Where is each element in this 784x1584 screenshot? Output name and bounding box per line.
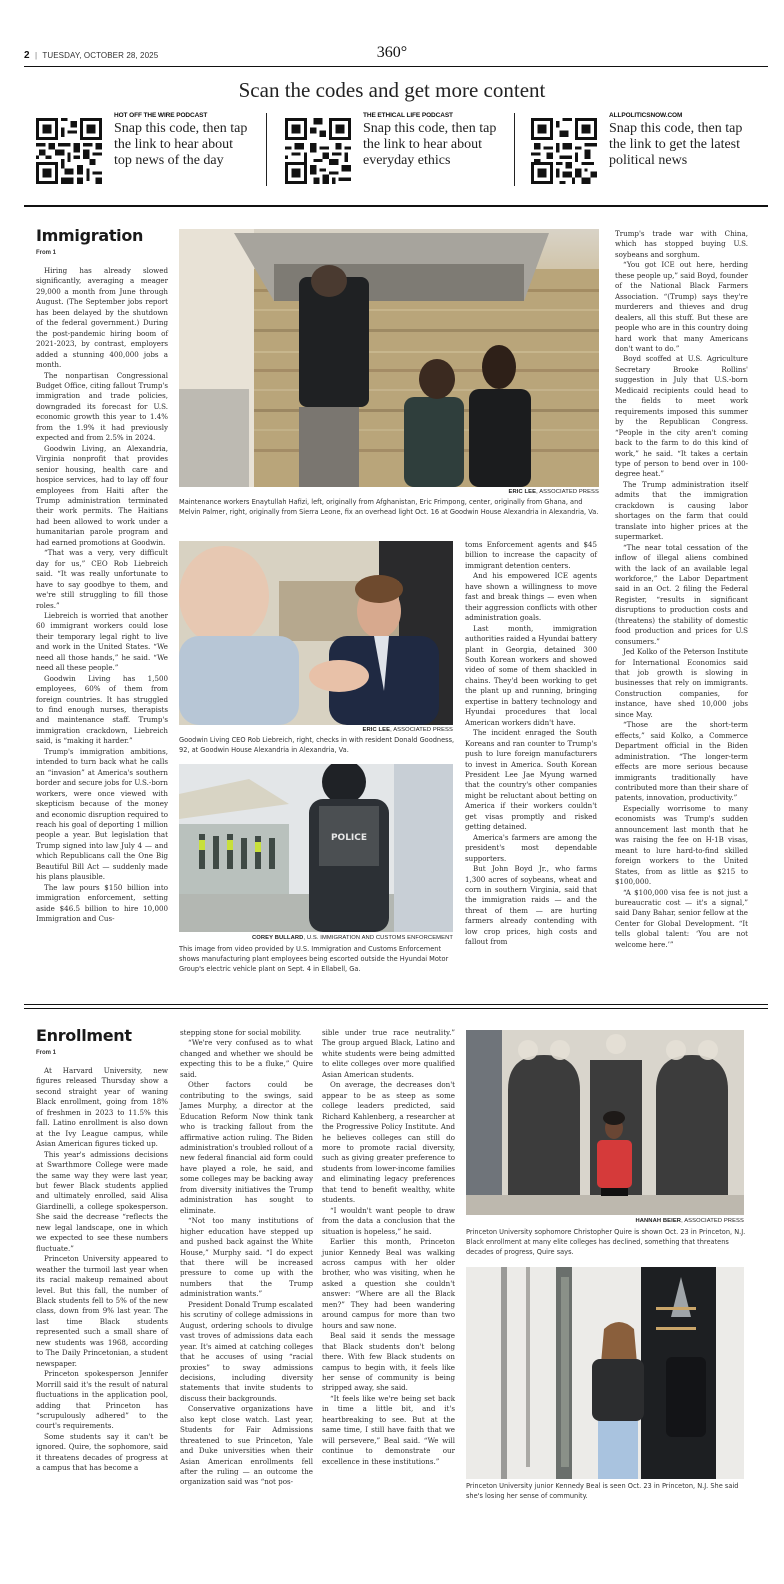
paragraph: Especially worrisome to many economists was Trump's sudden announcement last month that he was raising the fee on H-1B visas, meant to lure hard-to-find skilled foreign workers to the United States, from as little as $215 to $100,000. [615, 803, 748, 887]
section-rule [24, 205, 768, 207]
promo-kicker: THE ETHICAL LIFE PODCAST [363, 112, 453, 119]
promo-text: Snap this code, then tap the link to hear about everyday ethics [363, 121, 497, 168]
promo-text: Snap this code, then tap the link to get the latest political news [609, 121, 743, 168]
paragraph: “Not too many institutions of higher education have stepped up and pushed back against the White House,” Murphy said. “I do expect that there will be increased pressure to come up with the numbers that the Trump administration wants.” [180, 1216, 313, 1299]
enrollment-column-3 [322, 1028, 455, 1467]
paragraph: “That was a very, very difficult day for us,” CEO Rob Liebreich said. “It was really unfortunate to have to say goodbye to them, and we're still struggling to fill those roles.” [36, 548, 168, 610]
paragraph: The law pours $150 billion into immigration enforcement, setting aside $46.5 billion to hire 10,000 Immigration and Cus- [36, 882, 168, 924]
section-name: 360° [376, 44, 408, 61]
photo-agency: , ASSOCIATED PRESS [390, 727, 453, 733]
immigration-column-4 [615, 229, 748, 950]
photo-illustration [179, 541, 453, 725]
photographer-name: COREY BULLARD [252, 935, 304, 941]
immigration-column-1 [36, 266, 168, 925]
paragraph: Hiring has already slowed significantly, averaging a meager 29,000 a month from June through August. (The September jobs report has been delayed by the shutdown of the federal government.) During the post-pandemic hiring boom of 2021-2023, by contrast, employers added a stunning 400,000 jobs a month. [36, 266, 168, 370]
story-headline-immigration: Immigration [36, 226, 144, 245]
immigration-column-3 [465, 540, 597, 948]
photo-kennedy-beal [466, 1267, 744, 1479]
photo-credit [466, 1218, 744, 1224]
jump-line[interactable]: From 1 [36, 250, 57, 256]
paragraph: “You got ICE out here, herding these people up,” said Boyd, founder of the National Black Farmers Association. “(Trump) says they're murderers and thieves and drug dealers, all this stuff. But these are people who are in this country doing hard work that many Americans don't want to do.” [615, 260, 748, 353]
police-vest-text: POLICE [330, 833, 368, 843]
promo-kicker: HOT OFF THE WIRE PODCAST [114, 112, 208, 119]
photo-agency: , ASSOCIATED PRESS [681, 1218, 744, 1224]
paragraph: Trump's trade war with China, which has stopped buying U.S. soybeans and sorghum. [615, 229, 748, 259]
paragraph: President Donald Trump escalated his scrutiny of college admissions in August, ordering schools to divulge vast troves of admissions data each year. It's aimed at catching colleges that he accuses of using “racial proxies” to sway admissions decisions, including diversity statements that invite students to discuss their backgrounds. [180, 1299, 313, 1403]
enrollment-column-1 [36, 1066, 168, 1474]
promo-title: Scan the codes and get more content [238, 78, 546, 102]
paragraph: America's farmers are among the president's most dependable supporters. [465, 832, 597, 863]
paragraph: Conservative organizations have also kept close watch. Last year, Students for Fair Admissions threatened to sue Princeton, Yale and Duke universities when their Asian American enrollments fell after the ruling — an outcome the organization said was “not pos- [180, 1404, 313, 1487]
paragraph: sible under true race neutrality.” The group argued Black, Latino and white students were being admitted to elite colleges over more qualified Asian American students. [322, 1028, 455, 1079]
paragraph: Goodwin Living has 1,500 employees, 60% of them from foreign countries. It has struggled to find enough nurses, therapists and maintenance staff. Trump's immigration crackdown, Liebreich said, is “making it harder.” [36, 673, 168, 746]
photo-agency: , ASSOCIATED PRESS [536, 489, 599, 495]
paragraph: Earlier this month, Princeton junior Kennedy Beal was walking across campus with her older brother, who was visiting, when he asked a question she couldn't answer: “Where are all the Black men?” They had been wandering around campus for more than two hours and saw none. [322, 1237, 455, 1330]
paragraph: Other factors could be contributing to the swings, said James Murphy, a director at the Education Reform Now think tank who is tracking fallout from the affirmative action ruling. The Biden administration's troubled rollout of a new federal financial aid form could have played a role, he said, and some colleges may be backing away from diversity initiatives the Trump administration has sought to eliminate. [180, 1080, 313, 1215]
paragraph: “We're very confused as to what changed and whether we should be expecting this to be a fluke,” Quire said. [180, 1038, 313, 1079]
paragraph: The incident enraged the South Koreans and ran counter to Trump's push to lure foreign manufacturers to invest in America. South Korean President Lee Jae Myung warned that the country's other companies might be reluctant about betting on America if their workers couldn't get visas promptly and risked getting detained. [465, 728, 597, 832]
paragraph: This year's admissions decisions at Swarthmore College were made the same way they were last year, but fewer Black students applied and ultimately enrolled, said Alisa Giardinelli, a college spokesperson. She said the decrease “reflects the new legal landscape, one in which we expected to see these numbers fluctuate.” [36, 1149, 168, 1253]
photo-maintenance-workers [179, 229, 599, 487]
story-headline-enrollment: Enrollment [36, 1026, 132, 1045]
paragraph: “I wouldn't want people to draw from the data a conclusion that the situation is hopeless,” he said. [322, 1205, 455, 1236]
promo-divider [514, 113, 515, 186]
qr-code-icon[interactable] [36, 118, 102, 184]
promo-item-podcast-wire[interactable] [36, 112, 266, 187]
paragraph: On average, the decreases don't appear to be as steep as some college leaders predicted, said Richard Kahlenberg, a researcher at the Progressive Policy Institute. And he believes colleges can still do more to promote racial diversity, such as giving greater preference to students from lower-income families and eliminating legacy preferences that tend to benefit wealthy, white students. [322, 1080, 455, 1205]
paragraph: Goodwin Living, an Alexandria, Virginia nonprofit that provides senior housing, health care and hospice services, had to lay off four employees from Haiti after the Trump administration terminated their work permits. The Haitians had been allowed to work under a humanitarian parole program and had earned promotions at Goodwin. [36, 443, 168, 547]
photo-ceo-resident [179, 541, 453, 725]
paragraph: Boyd scoffed at U.S. Agriculture Secretary Brooke Rollins' suggestion in July that U.S.-born Medicaid recipients could head to the fields to meet work requirements imposed this summer by the Republican Congress. “People in the city aren't coming back to the farm to do this kind of work,” he said. “It takes a certain type of person to bend over in 100-degree heat.” [615, 354, 748, 479]
photo-caption: Princeton University sophomore Christopher Quire is shown Oct. 23 in Princeton, N.J. Black enrollment at many elite colleges has declined, something that threatens decades of progress, Quire says. [466, 1228, 746, 1256]
paragraph: stepping stone for social mobility. [180, 1028, 302, 1037]
folio-separator: | [35, 51, 38, 60]
promo-item-allpoliticsnow[interactable] [531, 112, 761, 187]
page-number: 2 [24, 50, 30, 61]
paragraph: And his empowered ICE agents have shown a willingness to move fast and break things — even when their aggression conflicts with other administration goals. [465, 571, 597, 623]
paragraph: Princeton spokesperson Jennifer Morrill said it's the result of natural fluctuations in the application pool, adding that Princeton has “scrupulously adhered” to the court's requirements. [36, 1369, 168, 1431]
photo-credit [179, 727, 453, 733]
paragraph: Jed Kolko of the Peterson Institute for International Economics said that job growth is slowing in businesses that rely on immigrants. Construction companies, for instance, have shed 10,000 jobs since May. [615, 647, 748, 719]
promo-item-podcast-ethics[interactable] [285, 112, 515, 187]
paragraph: “It feels like we're being set back in time a little bit, and it's heartbreaking to see. But at the same time, I still have faith that we will persevere,” Beal said. “We will continue to demonstrate our excellence in these institutions.” [322, 1393, 455, 1466]
photo-ice-escort [179, 764, 453, 932]
jump-line[interactable]: From 1 [36, 1050, 57, 1056]
qr-code-icon[interactable] [285, 118, 351, 184]
paragraph: The Trump administration itself admits that the immigration crackdown is causing labor shortages on the farm that could translate into higher prices at the supermarket. [615, 479, 748, 542]
page-date: TUESDAY, OCTOBER 28, 2025 [42, 51, 159, 60]
photo-illustration [466, 1030, 744, 1215]
photographer-name: HANNAH BEIER [635, 1218, 682, 1224]
photographer-name: ERIC LEE [362, 727, 391, 733]
photo-caption: Maintenance workers Enaytullah Hafizi, left, originally from Afghanistan, Eric Frimpong, center, originally from Ghana, and Melvin Palmer, right, originally from Sierra Leone, fix an overhead light Oct. 16 at Goodwin House Alexandria in Alexandria, Va. [179, 498, 599, 516]
paragraph: toms Enforcement agents and $45 billion to increase the capacity of immigrant detention centers. [465, 540, 597, 570]
photo-caption: Princeton University junior Kennedy Beal is seen Oct. 23 in Princeton, N.J. She said she's losing her sense of community. [466, 1482, 739, 1500]
paragraph: Trump's immigration ambitions, intended to turn back what he calls an “invasion” at America's southern border and secure jobs for U.S.-born workers, were once viewed with skepticism because of the money and economic disruption required to reach his goal of deporting 1 million people a year. But legislation that Trump signed into law July 4 — and which Republicans call the One Big Beautiful Bill Act — suddenly made his plans plausible. [36, 746, 168, 882]
header-rule [24, 66, 768, 67]
photo-illustration [179, 229, 599, 487]
story-divider [24, 1004, 768, 1009]
promo-kicker: ALLPOLITICSNOW.COM [609, 112, 683, 119]
photo-credit [179, 935, 453, 941]
promo-text: Snap this code, then tap the link to hear about top news of the day [114, 121, 248, 168]
photographer-name: ERIC LEE [508, 489, 537, 495]
paragraph: Last month, immigration authorities raided a Hyundai battery plant in Georgia, detained 300 South Korean workers and showed video of some of them shackled in chains. They'd been working to get the plant up and running, bringing expertise in battery technology and Hyundai procedures that local American workers didn't have. [465, 623, 597, 727]
paragraph: “Those are the short-term effects,” said Kolko, a Commerce Department official in the Biden administration. “The longer-term effects are more serious because immigrants traditionally have contributed more than their share of patents, innovation, productivity.” [615, 720, 748, 803]
photo-credit [179, 489, 599, 495]
paragraph: The nonpartisan Congressional Budget Office, citing fallout Trump's immigration and trade policies, downgraded its forecast for U.S. economic growth this year to 1.4% from the 1.9% it had previously expected and from 2.5% in 2024. [36, 370, 168, 443]
photo-illustration [466, 1267, 744, 1479]
paragraph: At Harvard University, new figures released Thursday show a second straight year of waning Black enrollment, going from 18% of freshmen in 2023 to 11.5% this fall. Latino enrollment is also down at the Ivy League campus, while Asian American figures ticked up. [36, 1066, 168, 1149]
paragraph: But John Boyd Jr., who farms 1,300 acres of soybeans, wheat and corn in southern Virginia, said that the immigration raids — and the threat of them — are hurting farmers already contending with low crop prices, high costs and fallout from [465, 864, 597, 947]
photo-christopher-quire [466, 1030, 744, 1215]
promo-divider [266, 113, 267, 186]
photo-caption: Goodwin Living CEO Rob Liebreich, right, checks in with resident Donald Goodness, 92, at Goodwin House Alexandria in Alexandria, Va. [179, 736, 455, 754]
qr-code-icon[interactable] [531, 118, 597, 184]
enrollment-column-2 [180, 1028, 313, 1488]
paragraph: Some students say it can't be ignored. Quire, the sophomore, said it threatens decades of progress at a campus that has become a [36, 1431, 168, 1473]
paragraph: “The near total cessation of the inflow of illegal aliens combined with the lack of an available legal workforce,” the Labor Department said in an Oct. 2 filing the Federal Register, “results in significant disruptions to production costs and (threatens) the stability of domestic food production and prices for U.S consumers.” [615, 542, 748, 646]
paragraph: Liebreich is worried that another 60 immigrant workers could lose their temporary legal right to live and work in the United States. “We need all those hands,” he said. “We need all these people.” [36, 610, 168, 673]
paragraph: Beal said it sends the message that Black students don't belong there. With few Black students on campus to begin with, it feels like her sense of community is being stripped away, she said. [322, 1331, 455, 1393]
photo-illustration [179, 764, 453, 932]
photo-agency: , U.S. IMMIGRATION AND CUSTOMS ENFORCEMENT [303, 935, 453, 941]
photo-caption: This image from video provided by U.S. Immigration and Customs Enforcement shows manufacturing plant employees being escorted outside the Hyundai Motor Group's electric vehicle plant on Sept. 4 in Ellabell, Ga. [179, 945, 449, 973]
paragraph: “A $100,000 visa fee is not just a bureaucratic cost — it's a signal,” said Dany Bahar, senior fellow at the Center for Global Development. “It tells global talent: ‘You are not welcome here.’” [615, 887, 748, 949]
paragraph: Princeton University appeared to weather the turmoil last year when its racial makeup remained about level. But this fall, the number of Black students fell to 5% of the new class, down from 9% last year. The last time Black students represented such a small share of new students was 1968, according to The Daily Princetonian, a student newspaper. [36, 1254, 168, 1368]
